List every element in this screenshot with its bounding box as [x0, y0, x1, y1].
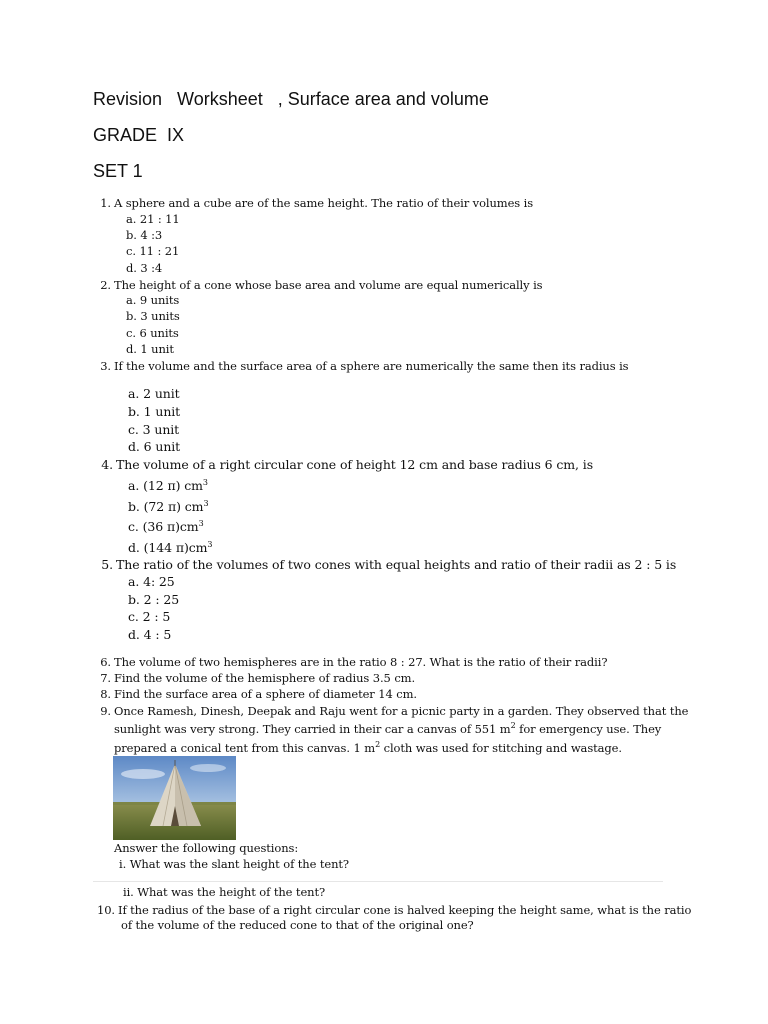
question-number: 7. — [100, 671, 111, 685]
option: d. 3 :4 — [126, 261, 163, 275]
option — [128, 519, 204, 534]
question-text: If the volume and the surface area of a sphere are numerically the same then its radius is — [114, 359, 629, 373]
answer-instructions: Answer the following questions: — [114, 841, 299, 855]
question-7 — [97, 670, 415, 686]
text-segment: cloth was used for stitching and wastage. — [380, 741, 622, 755]
option: d. 1 unit — [126, 342, 174, 356]
option — [128, 499, 208, 514]
question-10 — [97, 902, 691, 918]
question-text: Find the volume of the hemisphere of radius 3.5 cm. — [114, 671, 416, 685]
exponent: 2 — [510, 721, 516, 731]
question-number: 6. — [100, 655, 111, 669]
option: a. 21 : 11 — [126, 212, 180, 226]
grade-label: GRADE IX — [93, 125, 185, 145]
question-text: The height of a cone whose base area and volume are equal numerically is — [114, 278, 543, 292]
question-text: If the radius of the base of a right circular cone is halved keeping the height same, what is the ratio — [118, 903, 692, 917]
option: d. 4 : 5 — [128, 627, 172, 642]
question-text: A sphere and a cube are of the same height. The ratio of their volumes is — [114, 196, 534, 210]
question-text: The volume of two hemispheres are in the ratio 8 : 27. What is the ratio of their radii? — [114, 655, 608, 669]
exponent: 3 — [198, 518, 204, 528]
conical-tent-photo — [113, 756, 236, 840]
exponent: 3 — [207, 539, 213, 549]
question-9-line-2 — [114, 722, 661, 736]
question-number: 2. — [100, 278, 111, 292]
option — [128, 540, 212, 555]
question-text: The volume of a right circular cone of height 12 cm and base radius 6 cm, is — [116, 457, 594, 472]
question-4 — [99, 457, 593, 473]
option: d. 6 unit — [128, 439, 181, 454]
text-segment: for emergency use. They — [515, 722, 662, 736]
exponent: 3 — [202, 477, 208, 487]
option: b. 3 units — [126, 309, 180, 323]
option: c. 3 unit — [128, 422, 180, 437]
question-number: 9. — [100, 704, 111, 718]
question-1 — [97, 195, 533, 211]
question-text: The ratio of the volumes of two cones with equal heights and ratio of their radii as 2 : 5 is — [116, 557, 677, 572]
question-number: 3. — [100, 359, 111, 373]
text-segment: sunlight was very strong. They carried in their car a canvas of 551 m — [114, 722, 511, 736]
sub-question-i: i. What was the slant height of the tent? — [119, 857, 349, 871]
question-9-line-3 — [114, 741, 622, 755]
question-number: 1. — [100, 196, 111, 210]
option-text: d. (144 π)cm — [128, 540, 208, 555]
sub-question-ii: ii. What was the height of the tent? — [123, 885, 326, 899]
worksheet-title: Revision Worksheet , Surface area and volume — [93, 89, 489, 109]
exponent: 2 — [375, 740, 381, 750]
question-8 — [97, 686, 417, 702]
option: b. 1 unit — [128, 404, 181, 419]
question-number: 10. — [97, 903, 115, 917]
option: b. 2 : 25 — [128, 592, 180, 607]
text-segment: prepared a conical tent from this canvas. 1 m — [114, 741, 376, 755]
question-number: 8. — [100, 687, 111, 701]
option: c. 2 : 5 — [128, 609, 171, 624]
question-5 — [99, 557, 676, 573]
option-text: b. (72 π) cm — [128, 499, 204, 514]
option — [128, 478, 208, 493]
option: a. 9 units — [126, 293, 180, 307]
question-6 — [97, 654, 607, 670]
option: c. 6 units — [126, 326, 179, 340]
question-number: 5. — [101, 557, 113, 572]
tent-illustration — [113, 756, 236, 840]
question-text: Once Ramesh, Dinesh, Deepak and Raju went for a picnic party in a garden. They observed that the — [114, 704, 689, 718]
option-text: a. (12 π) cm — [128, 478, 203, 493]
option: a. 2 unit — [128, 386, 180, 401]
exponent: 3 — [203, 498, 209, 508]
option: a. 4: 25 — [128, 574, 175, 589]
set-label: SET 1 — [93, 161, 143, 181]
option-text: c. (36 π)cm — [128, 519, 199, 534]
question-10-line-2: of the volume of the reduced cone to that of the original one? — [121, 918, 474, 932]
option: c. 11 : 21 — [126, 244, 180, 258]
question-text: Find the surface area of a sphere of diameter 14 cm. — [114, 687, 417, 701]
option: b. 4 :3 — [126, 228, 163, 242]
divider — [93, 881, 663, 882]
question-3 — [97, 358, 628, 374]
question-number: 4. — [101, 457, 113, 472]
question-9 — [97, 703, 688, 719]
question-2 — [97, 277, 542, 293]
